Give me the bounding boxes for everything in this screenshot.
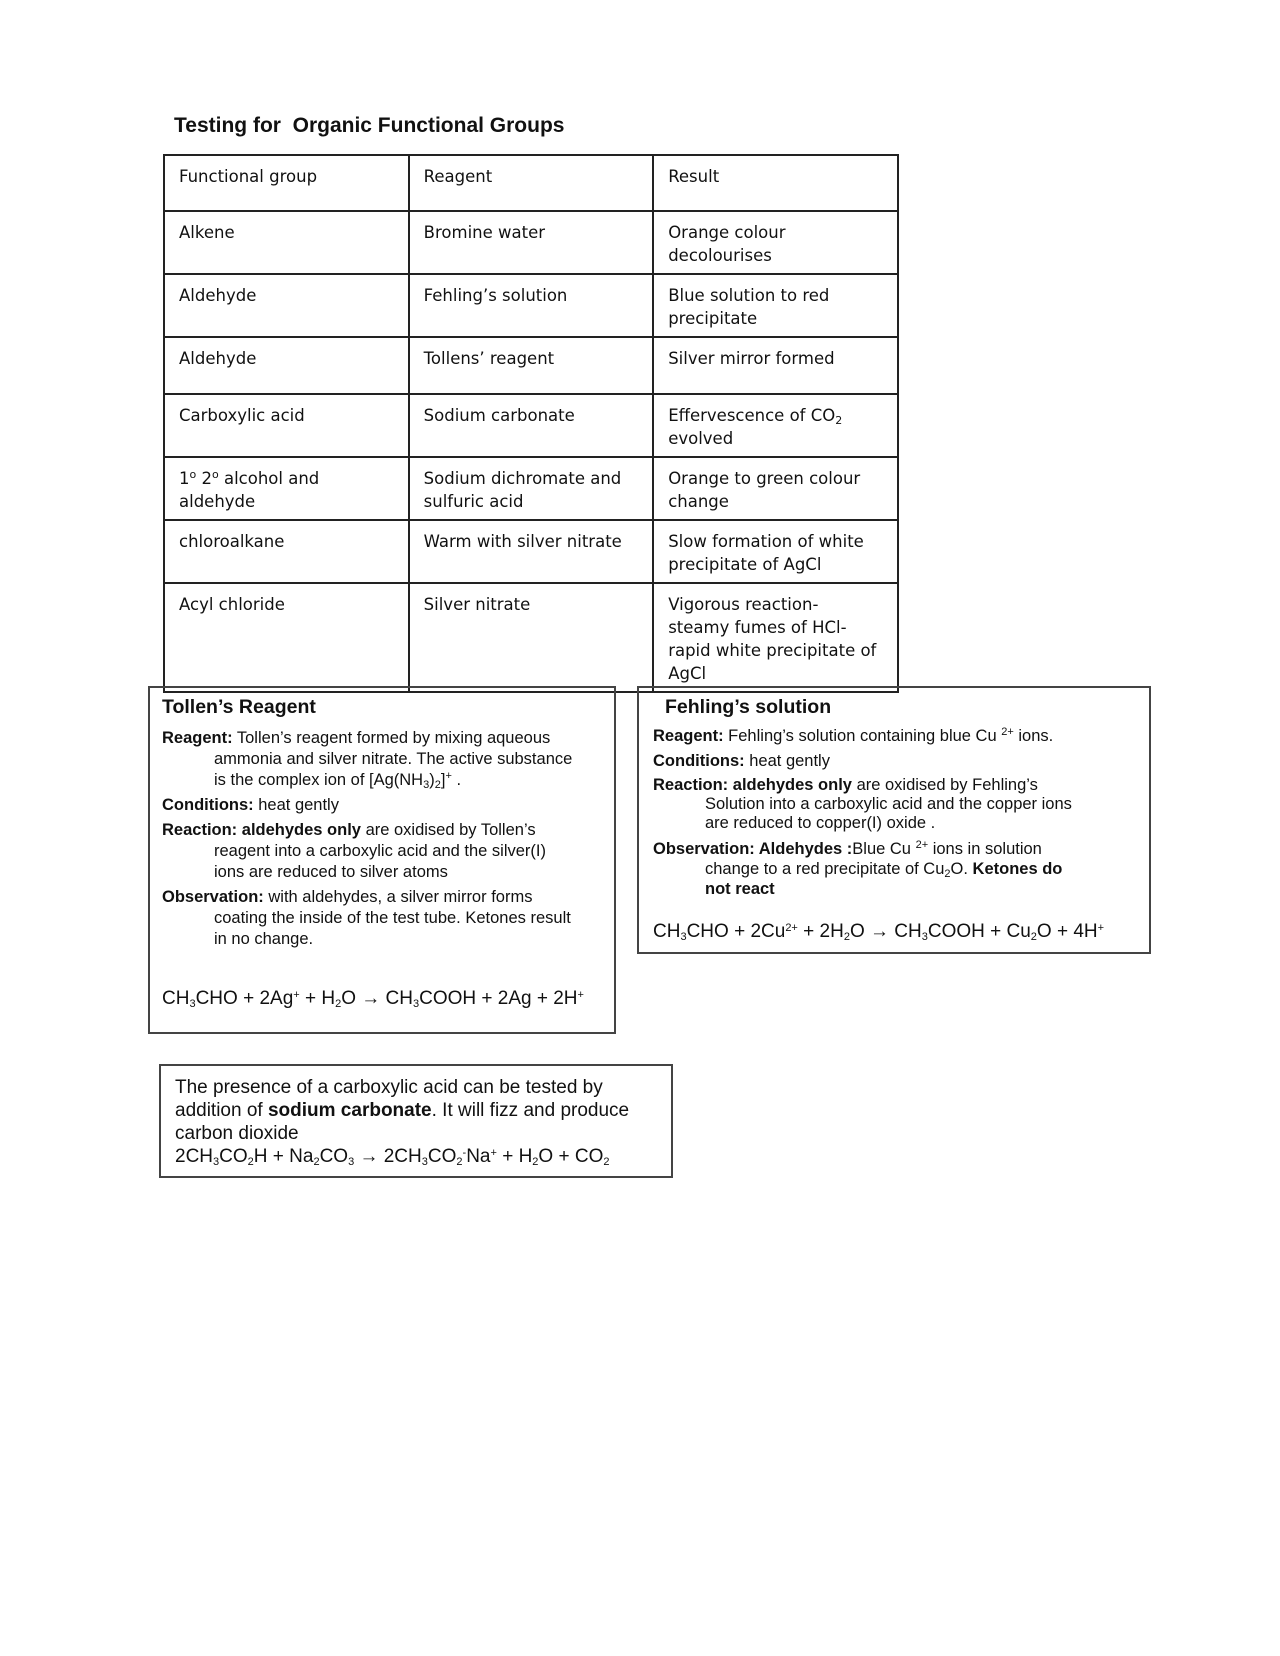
table-row	[164, 394, 898, 457]
fehlings-observation-paragraph: Observation: Aldehydes :Blue Cu $^{2+}$ ions in solution change to a red precipitate of $Cu_2O$. Ketones do not react	[653, 839, 1063, 898]
table-header-row	[164, 155, 898, 211]
tollens-conditions-paragraph: Conditions: heat gently	[162, 796, 339, 814]
cell-result: Blue solution to red precipitate	[653, 274, 898, 337]
cell-reagent: Warm with silver nitrate	[409, 520, 654, 583]
cell-reagent: Fehling’s solution	[409, 274, 654, 337]
table-row	[164, 337, 898, 394]
fehlings-solution-box	[637, 686, 1151, 954]
cell-group: Acyl chloride	[164, 583, 409, 692]
cell-result: Effervescence of $CO_2$ evolved	[653, 394, 898, 457]
cell-reagent: Sodium carbonate	[409, 394, 654, 457]
fehlings-reaction-paragraph: Reaction: aldehydes only are oxidised by Fehling’s Solution into a carboxylic acid and the copper ions are reduced to copper(I) oxide .	[653, 776, 1072, 832]
tollens-reagent-paragraph: Reagent: Tollen’s reagent formed by mixing aqueous ammonia and silver nitrate. The active substance is the complex ion of $[Ag(NH_3)_2]^+$ .	[162, 729, 573, 791]
cell-result: Slow formation of white precipitate of AgCl	[653, 520, 898, 583]
table-row	[164, 520, 898, 583]
carboxylic-acid-box	[159, 1064, 673, 1178]
cell-group: Aldehyde	[164, 337, 409, 394]
cell-group: Carboxylic acid	[164, 394, 409, 457]
carboxylic-line-2: addition of sodium carbonate. It will fizz and produce	[175, 1100, 630, 1121]
cell-result: Orange colour decolourises	[653, 211, 898, 274]
fehlings-reagent-paragraph: Reagent: Fehling’s solution containing blue Cu $^{2+}$ ions.	[653, 726, 1054, 745]
page-title: Testing for Organic Functional Groups	[174, 114, 565, 137]
header-functional-group: Functional group	[164, 155, 409, 211]
tollens-observation-paragraph: Observation: with aldehydes, a silver mirror forms coating the inside of the test tube. Ketones result in no change.	[162, 888, 571, 948]
header-reagent: Reagent	[409, 155, 654, 211]
cell-reagent: Sodium dichromate and sulfuric acid	[409, 457, 654, 520]
header-result: Result	[653, 155, 898, 211]
fehlings-heading: Fehling’s solution	[665, 696, 832, 718]
carboxylic-line-3: carbon dioxide	[175, 1123, 299, 1144]
fehlings-equation: $CH_3CHO + 2Cu^{2+} + 2H_2O$ → $CH_3COOH + Cu_2O + 4H^+$	[653, 921, 1105, 943]
table-row	[164, 211, 898, 274]
tollens-reaction-paragraph: Reaction: aldehydes only are oxidised by Tollen’s reagent into a carboxylic acid and the silver(I) ions are reduced to silver atoms	[162, 821, 546, 881]
cell-reagent: Bromine water	[409, 211, 654, 274]
table-row	[164, 583, 898, 692]
cell-result: Orange to green colour change	[653, 457, 898, 520]
fehlings-conditions-paragraph: Conditions: heat gently	[653, 752, 830, 770]
cell-group: Alkene	[164, 211, 409, 274]
table-row	[164, 457, 898, 520]
carboxylic-line-1: The presence of a carboxylic acid can be tested by	[175, 1077, 603, 1098]
cell-group: chloroalkane	[164, 520, 409, 583]
functional-groups-table	[163, 154, 899, 693]
carboxylic-equation: $2CH_3CO_2H + Na_2CO_3 \to 2CH_3CO_2^-Na^+ + H_2O + CO_2$	[175, 1146, 610, 1168]
cell-result: Vigorous reaction- steamy fumes of HCl- rapid white precipitate of AgCl	[653, 583, 898, 692]
cell-result: Silver mirror formed	[653, 337, 898, 394]
tollens-equation: $CH_3CHO + 2Ag^+ + H_2O$ → $CH_3COOH + 2Ag + 2H^+$	[162, 988, 584, 1010]
cell-group: Aldehyde	[164, 274, 409, 337]
tollens-reagent-box	[148, 686, 616, 1034]
cell-reagent: Tollens’ reagent	[409, 337, 654, 394]
tollens-heading: Tollen’s Reagent	[162, 696, 316, 718]
cell-reagent: Silver nitrate	[409, 583, 654, 692]
cell-group: 1$^o$ 2$^o$ alcohol and aldehyde	[164, 457, 409, 520]
table-row	[164, 274, 898, 337]
